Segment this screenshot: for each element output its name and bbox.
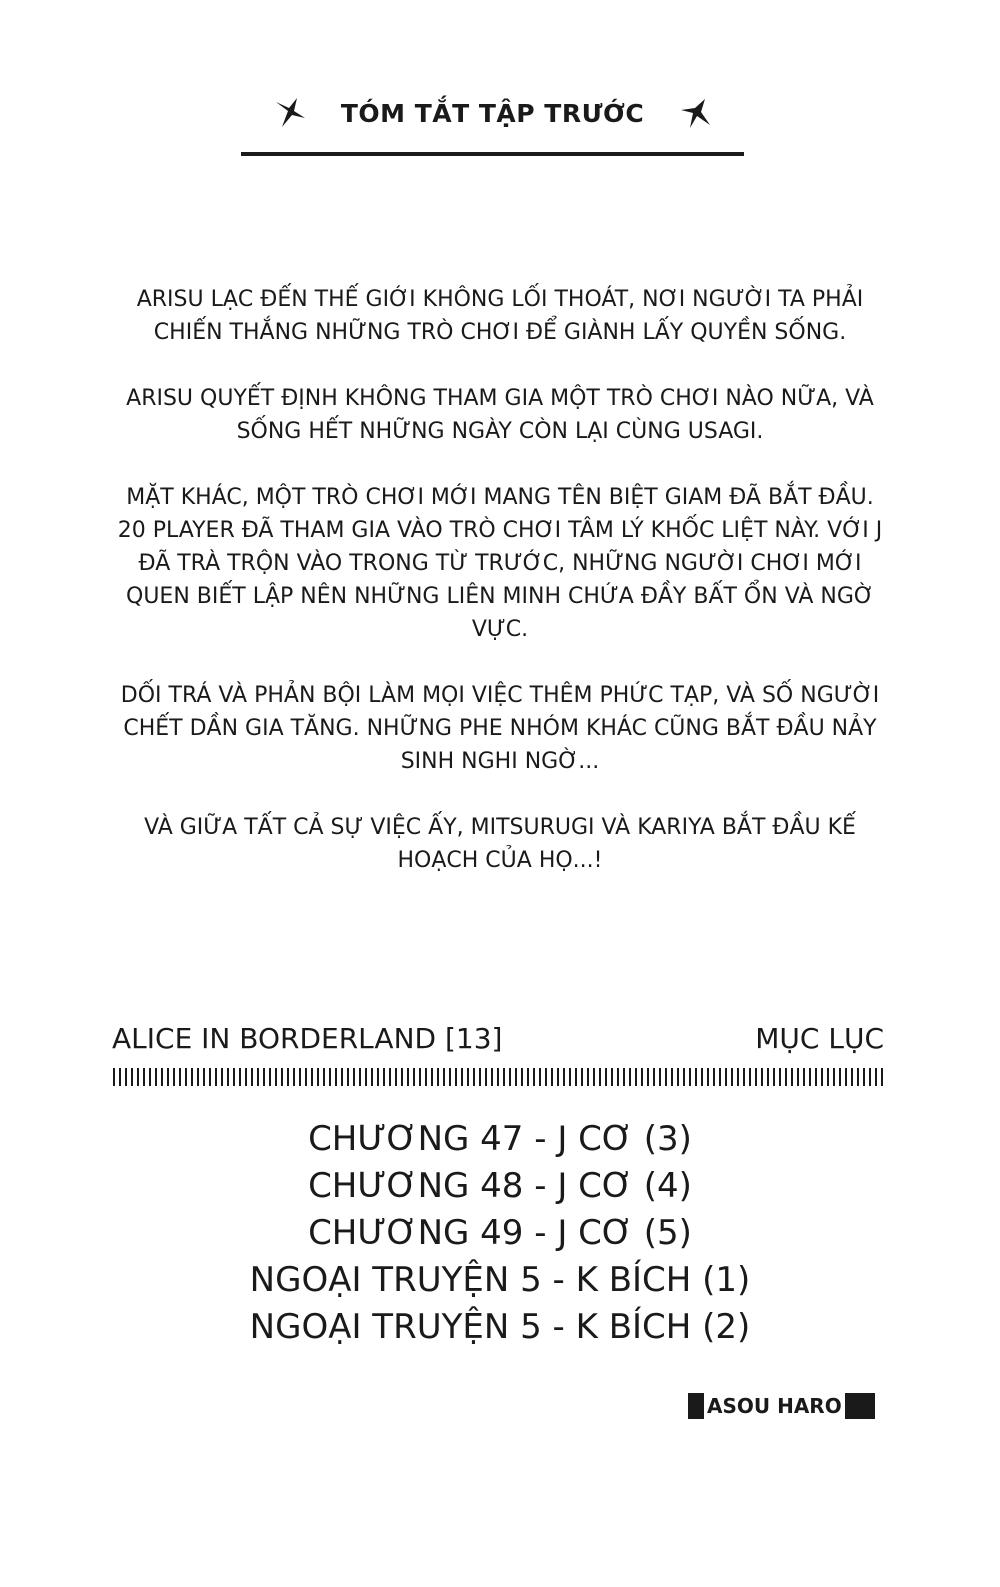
recap-header [240,88,745,138]
summary-paragraph: MẶT KHÁC, MỘT TRÒ CHƠI MỚI MANG TÊN BIỆT GIAM ĐÃ BẮT ĐẦU. 20 PLAYER ĐÃ THAM GIA VÀO TRÒ CHƠI TÂM LÝ KHỐC LIỆT NÀY. VỚI J ĐÃ TRÀ TRỘN VÀO TRONG TỪ TRƯỚC, NHỮNG NGƯỜI CHƠI MỚI QUEN BIẾT LẬP NÊN NHỮNG LIÊN MINH CHỨA ĐẦY BẤT ỔN VÀ NGỜ VỰC. [117,485,883,642]
author-tag [688,1392,875,1420]
recap-title: TÓM TẮT TẬP TRƯỚC [340,98,645,128]
summary-paragraph: DỐI TRÁ VÀ PHẢN BỘI LÀM MỌI VIỆC THÊM PHỨC TẠP, VÀ SỐ NGƯỜI CHẾT DẦN GIA TĂNG. NHỮNG PHE NHÓM KHÁC CŨNG BẮT ĐẦU NẢY SINH NGHI NGỜ... [120,683,880,774]
barcode-divider [113,1068,885,1086]
author-tag-block-right [845,1393,875,1419]
star-icon [678,96,712,130]
contents-heading: MỤC LỤC [755,1021,884,1055]
chapter-list [100,1116,900,1351]
chapter-item: NGOẠI TRUYỆN 5 - K BÍCH (2) [249,1307,751,1347]
summary-paragraph: ARISU LẠC ĐẾN THẾ GIỚI KHÔNG LỐI THOÁT, NƠI NGƯỜI TA PHẢI CHIẾN THẮNG NHỮNG TRÒ CHƠI ĐỂ GIÀNH LẤY QUYỀN SỐNG. [136,287,864,345]
star-icon [273,96,307,130]
recap-summary [100,283,900,910]
chapter-item: NGOẠI TRUYỆN 5 - K BÍCH (1) [249,1260,751,1300]
contents-header [112,1018,884,1058]
summary-paragraph: VÀ GIỮA TẤT CẢ SỰ VIỆC ẤY, MITSURUGI VÀ KARIYA BẮT ĐẦU KẾ HOẠCH CỦA HỌ...! [144,815,856,873]
summary-paragraph: ARISU QUYẾT ĐỊNH KHÔNG THAM GIA MỘT TRÒ CHƠI NÀO NỮA, VÀ SỐNG HẾT NHỮNG NGÀY CÒN LẠI CÙNG USAGI. [126,386,874,444]
author-tag-block-left [688,1393,704,1419]
series-title: ALICE IN BORDERLAND [13] [112,1021,503,1055]
header-divider [241,152,744,156]
chapter-item: CHƯƠNG 49 - J CƠ (5) [308,1213,692,1253]
author-name: ASOU HARO [707,1394,842,1418]
chapter-item: CHƯƠNG 48 - J CƠ (4) [308,1166,692,1206]
chapter-item: CHƯƠNG 47 - J CƠ (3) [308,1119,692,1159]
